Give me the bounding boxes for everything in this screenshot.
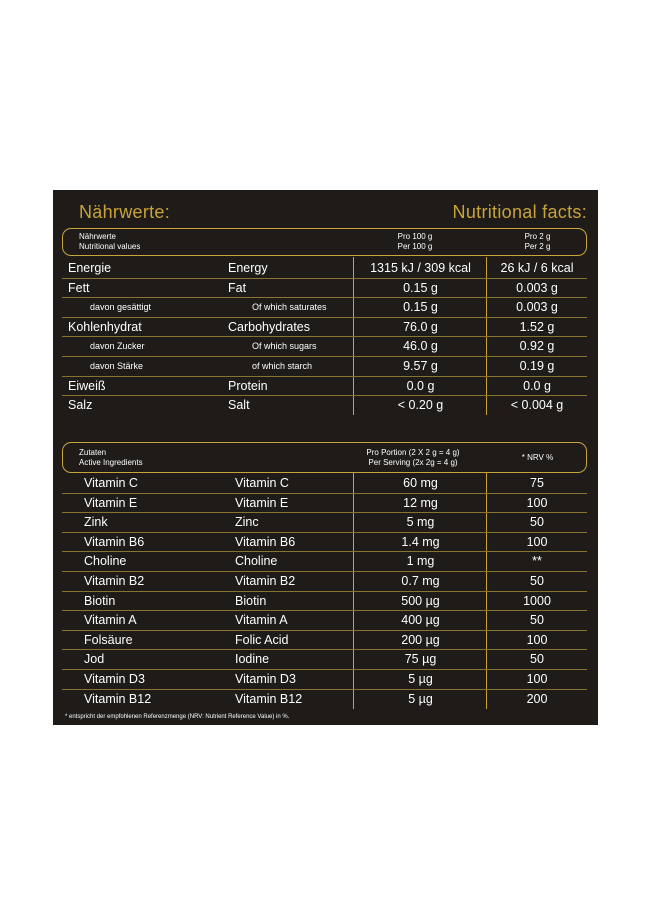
ingredient-name-de: Biotin bbox=[84, 593, 116, 608]
ingredient-amount: 500 µg bbox=[401, 593, 440, 608]
value-per-100g: 1315 kJ / 309 kcal bbox=[370, 261, 471, 275]
value-per-100g: 0.15 g bbox=[403, 280, 438, 295]
title-german: Nährwerte: bbox=[79, 202, 171, 222]
value-per-2g: 0.003 g bbox=[516, 280, 558, 295]
nutrient-name-en: Of which saturates bbox=[252, 302, 327, 313]
ingredient-row bbox=[62, 650, 587, 670]
value-per-2g: 0.0 g bbox=[523, 378, 551, 393]
nutrient-name-en: Carbohydrates bbox=[228, 319, 310, 334]
ingredient-row bbox=[62, 513, 587, 533]
ingredient-nrv: 200 bbox=[526, 691, 548, 706]
ingredient-name-en: Vitamin B6 bbox=[235, 534, 296, 549]
title-english: Nutritional facts: bbox=[452, 202, 587, 222]
ingredient-name-en: Iodine bbox=[235, 652, 270, 667]
nutrition-header-label bbox=[79, 232, 140, 252]
ingredient-name-en: Choline bbox=[235, 554, 278, 569]
ingredients-label-en: Active Ingredients bbox=[79, 458, 143, 467]
ingredient-row bbox=[62, 631, 587, 651]
ingredient-amount: 400 µg bbox=[401, 613, 440, 628]
ingredient-name-en: Vitamin B12 bbox=[235, 691, 303, 706]
ingredient-name-de: Folsäure bbox=[84, 632, 133, 647]
header-label-en: Nutritional values bbox=[79, 242, 141, 251]
ingredient-name-de: Vitamin B6 bbox=[84, 534, 145, 549]
ingredients-header bbox=[62, 442, 587, 473]
ingredients-col1-en: Per Serving (2x 2g = 4 g) bbox=[368, 458, 458, 467]
value-per-2g: 0.19 g bbox=[519, 359, 555, 373]
nutrient-name-de: davon Stärke bbox=[90, 361, 144, 371]
ingredient-amount: 5 µg bbox=[408, 691, 433, 706]
nutrition-row bbox=[62, 396, 587, 416]
nutrient-name-en: Of which sugars bbox=[252, 341, 317, 352]
value-per-2g: 1.52 g bbox=[519, 319, 555, 334]
ingredient-amount: 200 µg bbox=[401, 632, 440, 647]
ingredient-nrv: ** bbox=[532, 554, 542, 569]
ingredient-name-de: Vitamin E bbox=[84, 495, 138, 510]
ingredients-col1-de: Pro Portion (2 X 2 g = 4 g) bbox=[366, 448, 460, 457]
nutrient-name-de: Energie bbox=[68, 261, 112, 275]
ingredient-row bbox=[62, 474, 587, 494]
header-col2-en: Per 2 g bbox=[524, 242, 551, 251]
header-col1-de: Pro 100 g bbox=[397, 232, 433, 241]
value-per-2g: < 0.004 g bbox=[510, 398, 564, 413]
header-col2-de: Pro 2 g bbox=[524, 232, 551, 241]
ingredient-name-en: Biotin bbox=[235, 593, 267, 608]
value-per-100g: 76.0 g bbox=[403, 319, 438, 334]
nutrient-name-en: Energy bbox=[228, 261, 268, 275]
nutrient-name-en: Salt bbox=[228, 398, 250, 413]
nutrient-name-en: Protein bbox=[228, 378, 268, 393]
ingredients-label-de: Zutaten bbox=[79, 448, 107, 457]
header-col1-en: Per 100 g bbox=[397, 242, 433, 251]
nutrition-panel bbox=[53, 190, 598, 725]
nutrient-name-de: davon Zucker bbox=[90, 341, 145, 352]
ingredient-row bbox=[62, 552, 587, 572]
ingredient-name-en: Zinc bbox=[235, 515, 259, 530]
nutrition-row bbox=[62, 298, 587, 318]
ingredient-nrv: 50 bbox=[530, 613, 544, 628]
value-per-100g: 9.57 g bbox=[403, 359, 438, 373]
nutrition-row bbox=[62, 377, 587, 397]
ingredient-name-en: Vitamin D3 bbox=[235, 672, 296, 686]
value-per-2g: 26 kJ / 6 kcal bbox=[500, 261, 574, 275]
footnote: * entspricht der empfohlenen Referenzmenge (NRV: Nutrient Reference Value) in %. bbox=[65, 714, 290, 720]
ingredient-name-en: Vitamin B2 bbox=[235, 574, 296, 588]
ingredient-amount: 5 µg bbox=[408, 672, 433, 686]
value-per-2g: 0.003 g bbox=[516, 300, 558, 315]
ingredient-row bbox=[62, 533, 587, 553]
ingredients-header-col2: * NRV % bbox=[521, 453, 554, 462]
value-per-100g: 0.15 g bbox=[403, 300, 438, 315]
ingredient-amount: 1 mg bbox=[406, 554, 435, 569]
ingredient-name-de: Vitamin A bbox=[84, 613, 137, 628]
nutrition-header-col2 bbox=[489, 232, 586, 252]
nutrient-name-de: Eiweiß bbox=[68, 378, 106, 393]
ingredient-name-de: Vitamin B2 bbox=[84, 574, 145, 588]
ingredient-amount: 5 mg bbox=[406, 515, 435, 530]
ingredient-row bbox=[62, 611, 587, 631]
nutrient-name-de: Salz bbox=[68, 398, 93, 413]
ingredient-row bbox=[62, 592, 587, 612]
ingredient-nrv: 1000 bbox=[523, 593, 551, 608]
ingredient-nrv: 50 bbox=[530, 574, 544, 588]
ingredient-name-en: Vitamin E bbox=[235, 495, 289, 510]
nutrient-name-de: davon gesättigt bbox=[90, 302, 152, 313]
ingredient-nrv: 100 bbox=[526, 534, 548, 549]
ingredient-amount: 75 µg bbox=[404, 652, 437, 667]
value-per-100g: < 0.20 g bbox=[397, 398, 444, 413]
ingredient-name-de: Vitamin D3 bbox=[84, 672, 145, 686]
ingredient-name-en: Vitamin A bbox=[235, 613, 288, 628]
nutrition-row bbox=[62, 259, 587, 279]
ingredients-header-label bbox=[79, 448, 143, 468]
value-per-2g: 0.92 g bbox=[519, 339, 555, 354]
nutrition-header bbox=[62, 228, 587, 256]
header-label-de: Nährwerte bbox=[79, 232, 116, 241]
ingredient-nrv: 100 bbox=[526, 632, 548, 647]
ingredient-amount: 0.7 mg bbox=[401, 574, 440, 588]
ingredient-name-en: Folic Acid bbox=[235, 632, 289, 647]
nutrient-name-de: Kohlenhydrat bbox=[68, 319, 142, 334]
ingredient-row bbox=[62, 670, 587, 690]
ingredient-name-de: Zink bbox=[84, 515, 108, 530]
ingredient-name-en: Vitamin C bbox=[235, 476, 289, 490]
ingredient-amount: 1.4 mg bbox=[401, 534, 440, 549]
value-per-100g: 0.0 g bbox=[406, 378, 435, 393]
nutrient-name-en: of which starch bbox=[252, 361, 313, 371]
nutrition-row bbox=[62, 357, 587, 377]
nutrition-row bbox=[62, 318, 587, 338]
ingredient-row bbox=[62, 572, 587, 592]
nutrient-name-en: Fat bbox=[228, 280, 247, 295]
nutrition-header-col1 bbox=[351, 232, 479, 252]
ingredient-nrv: 100 bbox=[526, 495, 548, 510]
value-per-100g: 46.0 g bbox=[403, 339, 438, 354]
ingredients-header-col1 bbox=[333, 448, 493, 468]
ingredient-name-de: Vitamin C bbox=[84, 476, 138, 490]
ingredient-nrv: 75 bbox=[530, 476, 544, 490]
nutrition-row bbox=[62, 337, 587, 357]
ingredient-amount: 60 mg bbox=[403, 476, 438, 490]
ingredient-name-de: Jod bbox=[84, 652, 105, 667]
ingredient-row bbox=[62, 690, 587, 710]
ingredient-row bbox=[62, 494, 587, 514]
nutrient-name-de: Fett bbox=[68, 280, 90, 295]
ingredient-nrv: 50 bbox=[530, 515, 544, 530]
nutrition-row bbox=[62, 279, 587, 299]
ingredient-name-de: Vitamin B12 bbox=[84, 691, 152, 706]
ingredient-name-de: Choline bbox=[84, 554, 127, 569]
ingredient-nrv: 50 bbox=[530, 652, 544, 667]
ingredient-amount: 12 mg bbox=[403, 495, 438, 510]
ingredient-nrv: 100 bbox=[526, 672, 548, 686]
